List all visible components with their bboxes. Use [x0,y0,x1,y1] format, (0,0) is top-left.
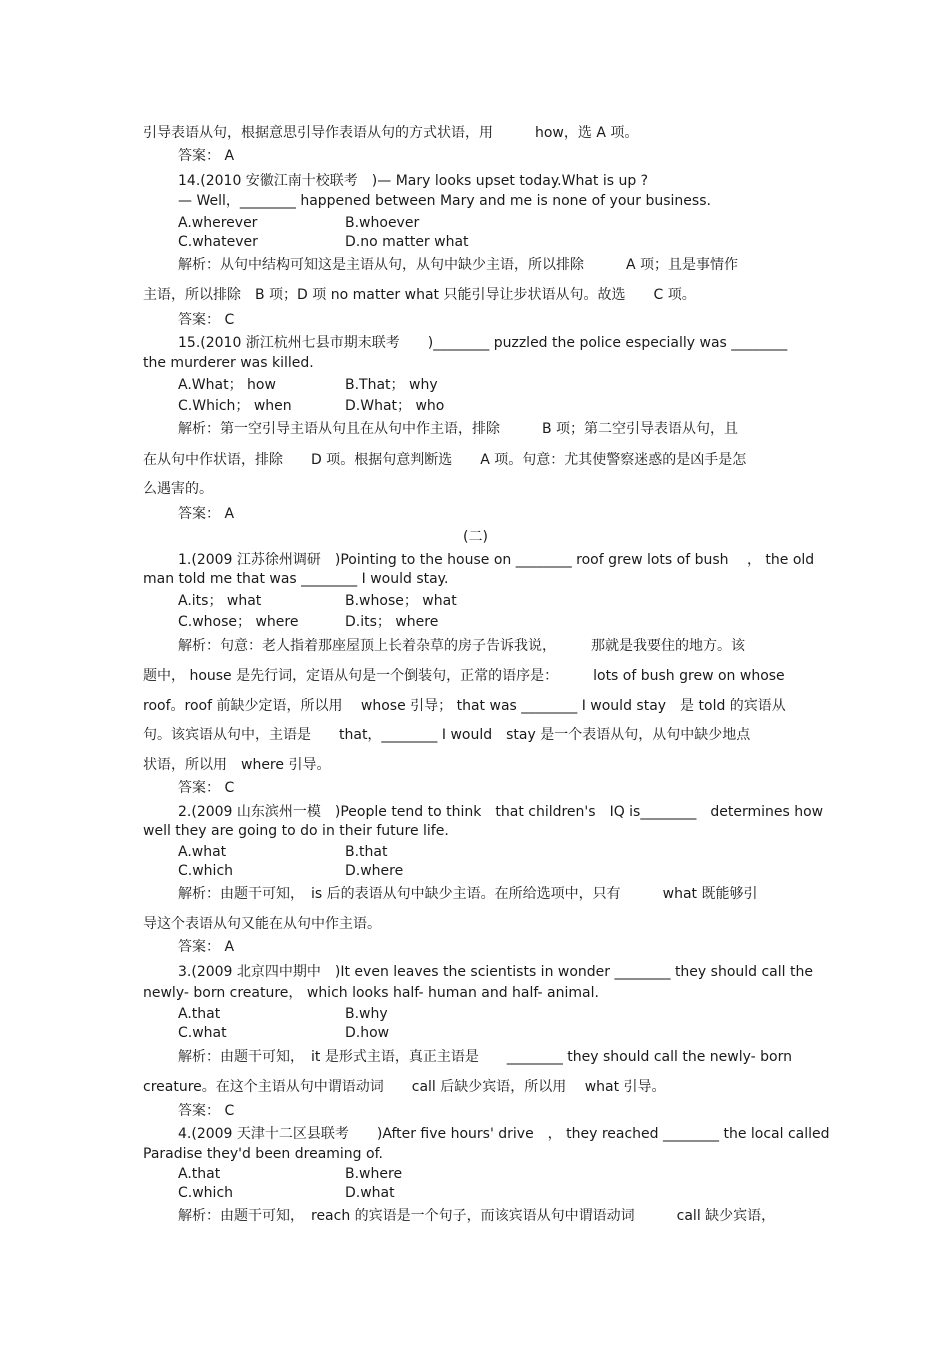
section-heading: (二) [463,529,488,545]
option-a: A.What； how [178,377,276,393]
q15-question: 15.(2010 浙江杭州七县市期末联考 )________ puzzled the police especially was ________ [178,335,788,351]
option-a: A.what [178,844,227,860]
s3-answer: 答案： C [178,1103,235,1119]
q14-option-a [178,214,843,232]
q15-analysis: 解析：第一空引导主语从句且在从句中作主语，排除 B 项；第二空引导表语从句，且 [178,421,739,437]
s3-question: 3.(2009 北京四中期中 )It even leaves the scientists in wonder ________ they should call the [178,964,813,980]
s2-question: 2.(2009 山东滨州一模 )People tend to think that children's IQ is________ determines how [178,804,824,820]
s2-analysis: 解析：由题干可知， is 后的表语从句中缺少主语。在所给选项中，只有 what 既能够引 [178,886,758,902]
q14-answer: 答案： C [178,312,235,328]
s2-question-line2: well they are going to do in their future life. [143,823,449,839]
s3-question-line2: newly- born creature， which looks half- human and half- animal. [143,985,599,1001]
q15-analysis-line3: 么遇害的。 [143,481,213,497]
q15-question-line2: the murderer was killed. [143,355,314,371]
s4-options-ab [178,1165,843,1183]
q15-options-cd [178,397,843,415]
q14-option-c [178,233,843,251]
s4-analysis: 解析：由题干可知， reach 的宾语是一个句子，而该宾语从句中谓语动词 call 缺少宾语， [178,1208,776,1224]
q14-question: 14.(2010 安徽江南十校联考 )— Mary looks upset today.What is up ? [178,173,649,189]
option-a: A.wherever [178,215,258,231]
option-b: B.where [345,1166,403,1182]
s1-answer: 答案： C [178,780,235,796]
option-d: D.no matter what [345,234,469,250]
option-d: D.its； where [345,614,439,630]
s2-analysis-line2: 导这个表语从句又能在从句中作主语。 [143,916,381,932]
s3-analysis: 解析：由题干可知， it 是形式主语，真正主语是 ________ they should call the newly- born [178,1049,792,1065]
intro-text: 引导表语从句，根据意思引导作表语从句的方式状语，用 how，选 A 项。 [143,125,639,141]
option-b: B.whoever [345,215,420,231]
s1-options-ab [178,592,843,610]
s2-answer: 答案： A [178,939,235,955]
s1-analysis-line4: 句。该宾语从句中，主语是 that，________ I would stay 是一个表语从句，从句中缺少地点 [143,727,751,743]
s1-options-cd [178,613,843,631]
option-c: C.whose； where [178,614,299,630]
s3-analysis-line2: creature。在这个主语从句中谓语动词 call 后缺少宾语，所以用 what 引导。 [143,1079,666,1095]
s1-question-line2: man told me that was ________ I would stay. [143,571,449,587]
s1-analysis-line5: 状语，所以用 where 引导。 [143,757,331,773]
q14-question-line2: — Well，________ happened between Mary and me is none of your business. [178,193,711,209]
option-b: B.That； why [345,377,438,393]
option-c: C.what [178,1025,227,1041]
q15-answer: 答案： A [178,506,235,522]
option-a: A.that [178,1166,221,1182]
s3-options-ab [178,1005,843,1023]
s1-question: 1.(2009 江苏徐州调研 )Pointing to the house on ________ roof grew lots of bush ， the old [178,552,815,568]
option-d: D.What； who [345,398,445,414]
s4-question: 4.(2009 天津十二区县联考 )After five hours' drive ， they reached ________ the local called [178,1126,830,1142]
option-a: A.that [178,1006,221,1022]
option-c: C.which [178,863,234,879]
q14-analysis-line2: 主语，所以排除 B 项；D 项 no matter what 只能引导让步状语从句。故选 C 项。 [143,287,696,303]
option-a: A.its； what [178,593,262,609]
s2-options-cd [178,862,843,880]
option-d: D.where [345,863,404,879]
s4-options-cd [178,1184,843,1202]
q14-analysis: 解析：从句中结构可知这是主语从句，从句中缺少主语，所以排除 A 项；且是事情作 [178,257,739,273]
option-d: D.what [345,1185,395,1201]
option-c: C.which [178,1185,234,1201]
s4-question-line2: Paradise they'd been dreaming of. [143,1146,383,1162]
q15-analysis-line2: 在从句中作状语，排除 D 项。根据句意判断选 A 项。句意：尤其使警察迷惑的是凶手是怎 [143,452,747,468]
option-c: C.Which； when [178,398,292,414]
s1-analysis: 解析：句意：老人指着那座屋顶上长着杂草的房子告诉我说， 那就是我要住的地方。该 [178,638,745,654]
option-c: C.whatever [178,234,258,250]
s1-analysis-line2: 题中， house 是先行词，定语从句是一个倒装句，正常的语序是： lots of bush grew on whose [143,668,785,684]
s2-options-ab [178,843,843,861]
option-b: B.whose； what [345,593,457,609]
intro-answer: 答案： A [178,148,235,164]
option-d: D.how [345,1025,390,1041]
option-b: B.why [345,1006,388,1022]
s1-analysis-line3: roof。roof 前缺少定语，所以用 whose 引导； that was ________ I would stay 是 told 的宾语从 [143,698,786,714]
option-b: B.that [345,844,388,860]
s3-options-cd [178,1024,843,1042]
q15-options-ab [178,376,843,394]
